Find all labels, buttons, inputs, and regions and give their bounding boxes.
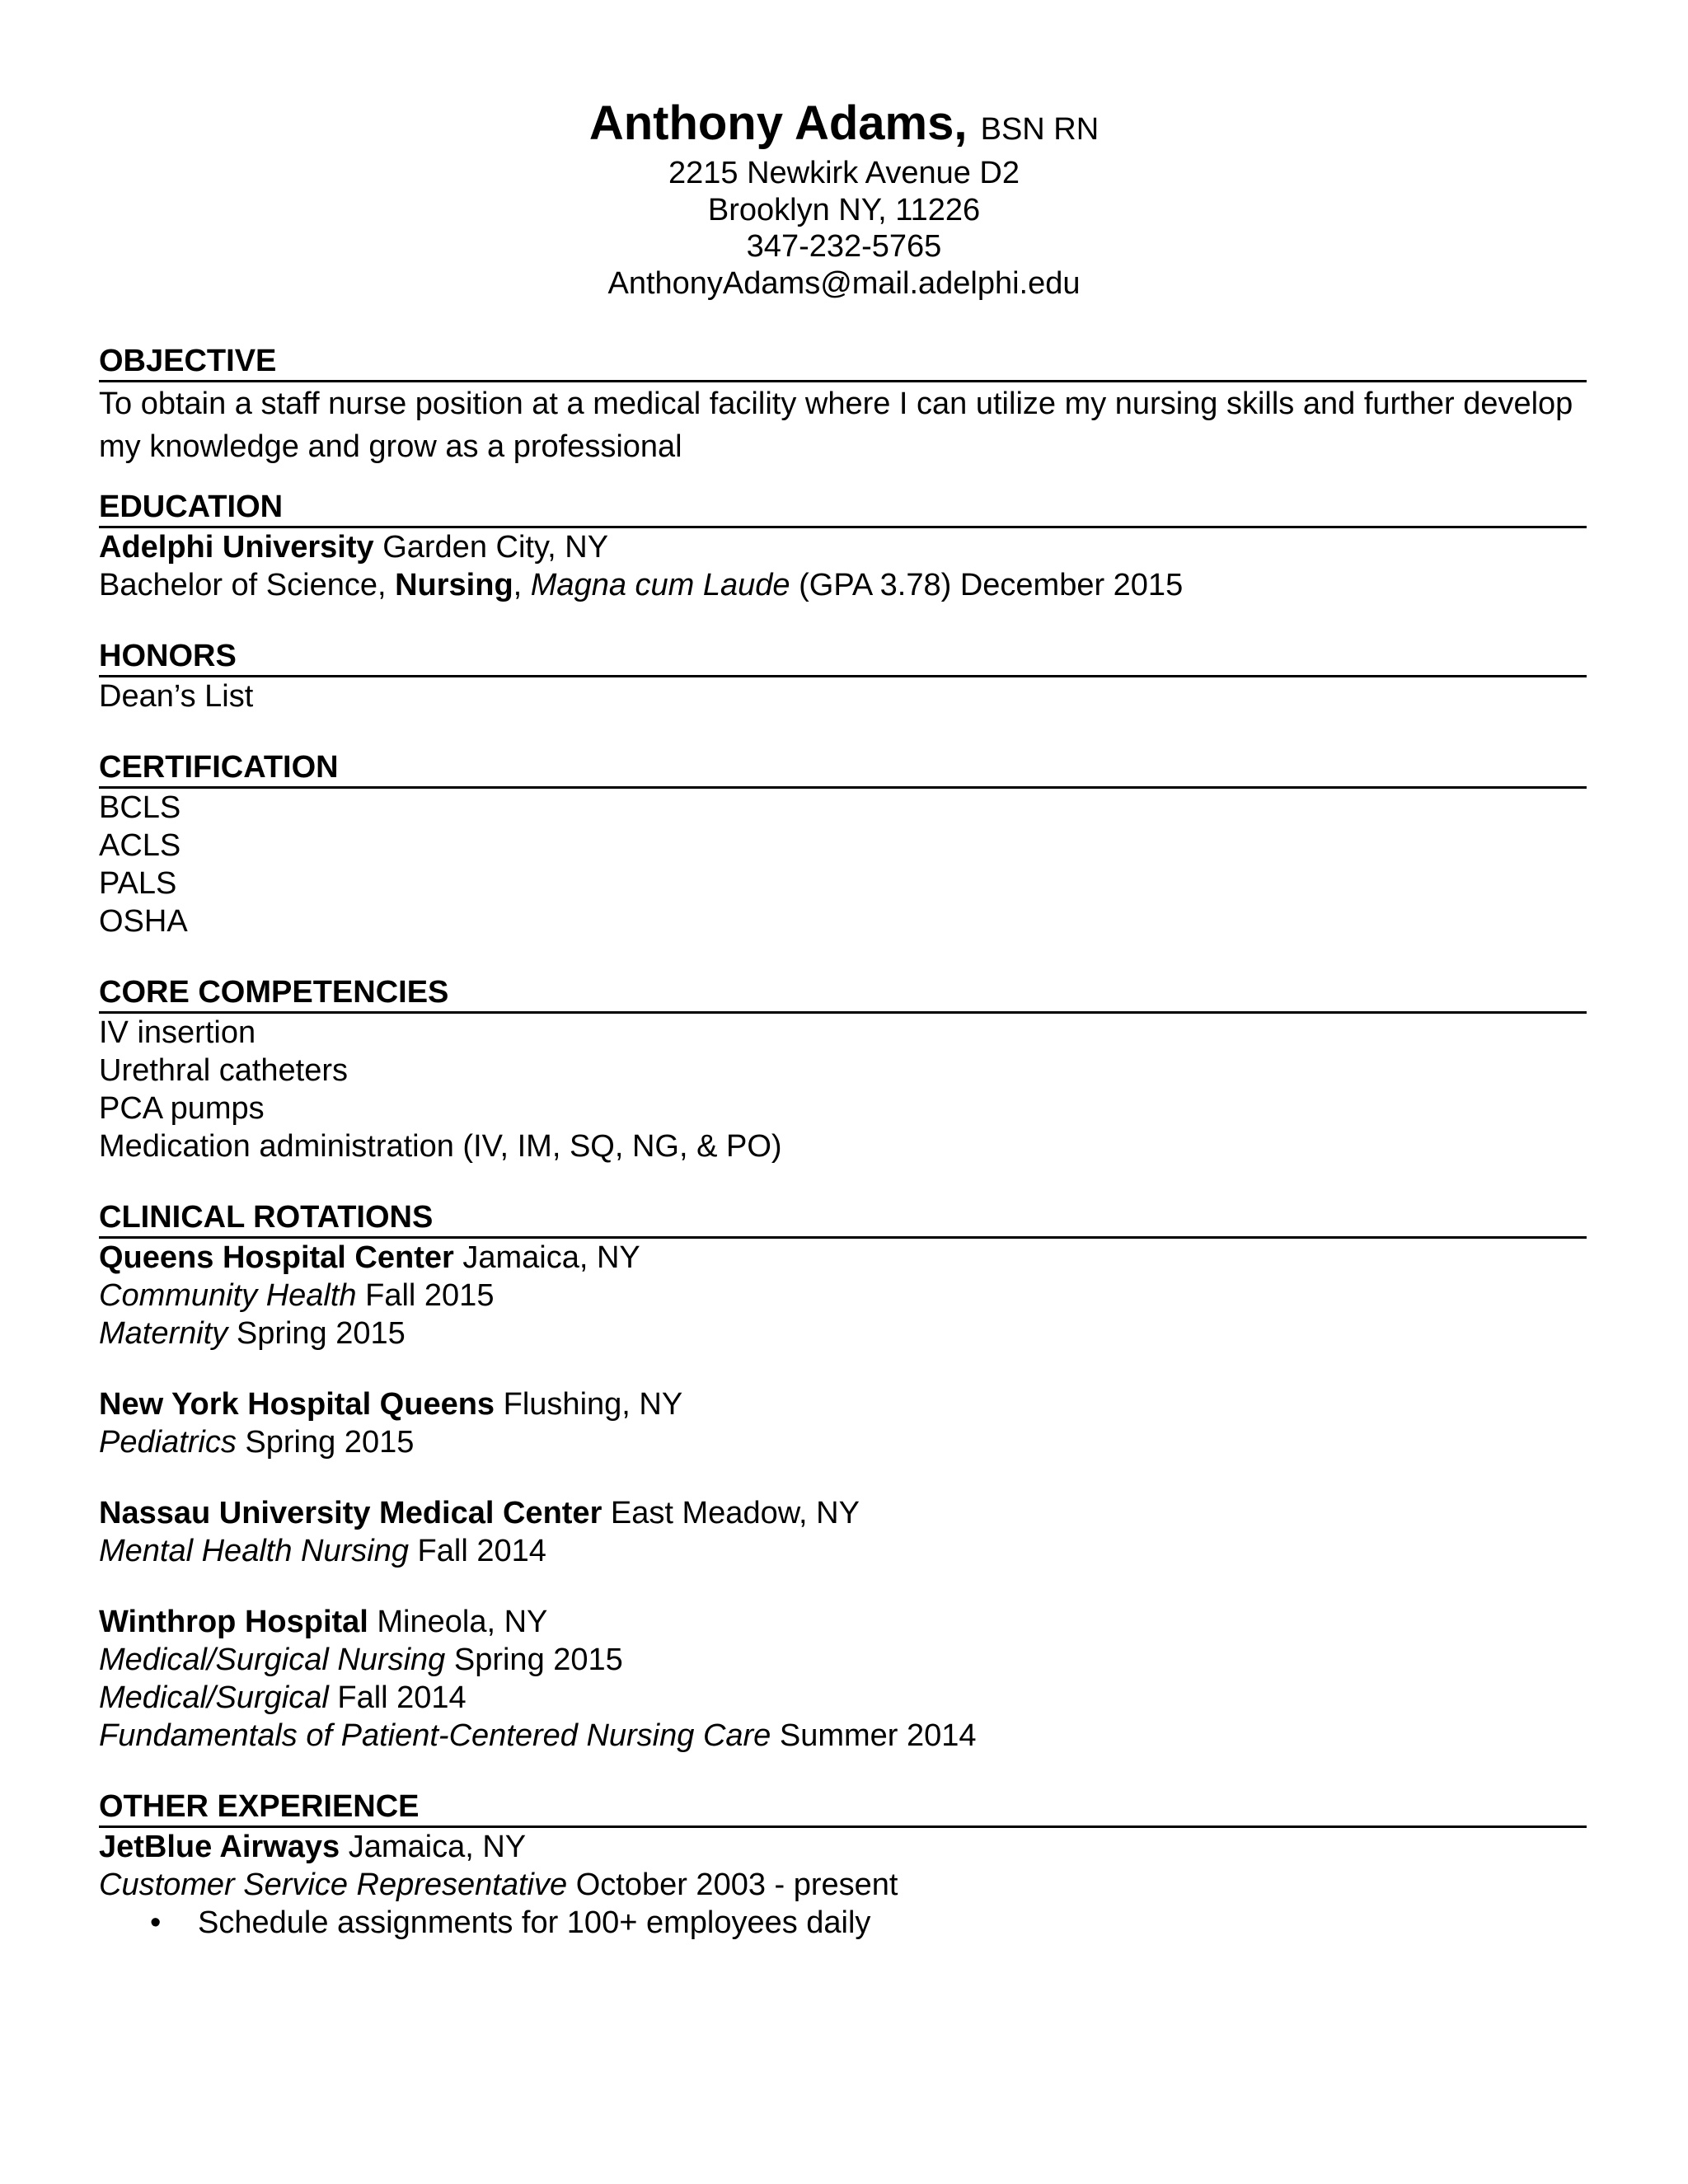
address-line-2: Brooklyn NY, 11226 <box>707 192 981 227</box>
rotation-line <box>99 1277 1587 1315</box>
site-name: Nassau University Medical Center <box>99 1496 603 1530</box>
degree-details: (GPA 3.78) December 2015 <box>799 568 1184 602</box>
rotation-term: Spring 2015 <box>236 1316 406 1351</box>
rotation-term: Fall 2014 <box>417 1534 546 1568</box>
clinical-site <box>99 1385 1587 1461</box>
candidate-credentials: BSN RN <box>980 112 1100 147</box>
section-heading: CLINICAL ROTATIONS <box>99 1198 1587 1239</box>
list-item <box>99 1904 1587 1942</box>
site-location: Flushing, NY <box>503 1387 683 1422</box>
resume-header <box>0 92 1688 302</box>
job-line <box>99 1866 1587 1904</box>
rotation-line <box>99 1679 1587 1717</box>
rotation-area: Medical/Surgical <box>99 1680 329 1715</box>
job-dates: October 2003 - present <box>575 1868 898 1902</box>
section-heading: OTHER EXPERIENCE <box>99 1788 1587 1828</box>
list-item: Dean’s List <box>99 679 254 714</box>
rotation-area: Mental Health Nursing <box>99 1534 409 1568</box>
list-item: OSHA <box>99 904 188 939</box>
rotation-area: Community Health <box>99 1278 357 1313</box>
rotation-line <box>99 1641 1587 1679</box>
degree-line <box>99 566 1587 604</box>
site-location: Jamaica, NY <box>462 1240 640 1275</box>
school-line <box>99 528 1587 566</box>
section-heading: CERTIFICATION <box>99 748 1587 789</box>
rotation-line <box>99 1423 1587 1461</box>
employer-line <box>99 1828 1587 1866</box>
clinical-section <box>99 1198 1587 1755</box>
rotation-line <box>99 1532 1587 1570</box>
list-item: Urethral catheters <box>99 1053 349 1088</box>
site-line <box>99 1494 1587 1532</box>
section-heading: EDUCATION <box>99 488 1587 528</box>
bullet-icon: • <box>150 1905 162 1940</box>
list-item: Medication administration (IV, IM, SQ, NG, & PO) <box>99 1129 782 1164</box>
list-item: BCLS <box>99 790 181 825</box>
objective-text: To obtain a staff nurse position at a medical facility where I can utilize my nursing skills and further develop my knowledge and grow as a professional <box>99 387 1573 464</box>
phone-number: 347-232-5765 <box>746 229 942 265</box>
name-line <box>0 92 1688 155</box>
rotation-area: Pediatrics <box>99 1425 237 1460</box>
rotation-term: Fall 2014 <box>337 1680 467 1715</box>
rotation-term: Summer 2014 <box>779 1718 977 1753</box>
degree-major: Nursing <box>395 568 513 602</box>
rotation-line <box>99 1315 1587 1352</box>
experience-section <box>99 1788 1587 1942</box>
rotation-term: Spring 2015 <box>453 1643 623 1677</box>
school-name: Adelphi University <box>99 530 374 565</box>
degree-honor: Magna cum Laude <box>530 568 790 602</box>
rotation-area: Medical/Surgical Nursing <box>99 1643 446 1677</box>
list-item: ACLS <box>99 828 181 863</box>
site-location: East Meadow, NY <box>610 1496 860 1530</box>
rotation-line <box>99 1717 1587 1755</box>
site-line <box>99 1239 1587 1277</box>
rotation-area: Fundamentals of Patient-Centered Nursing Care <box>99 1718 771 1753</box>
site-line <box>99 1385 1587 1423</box>
email-address: AnthonyAdams@mail.adelphi.edu <box>607 266 1081 302</box>
candidate-name: Anthony Adams, <box>588 96 968 150</box>
site-line <box>99 1603 1587 1641</box>
site-name: Queens Hospital Center <box>99 1240 454 1275</box>
rotation-term: Spring 2015 <box>245 1425 415 1460</box>
section-heading: OBJECTIVE <box>99 342 1587 382</box>
education-section <box>99 488 1587 604</box>
job-title: Customer Service Representative <box>99 1868 568 1902</box>
clinical-site <box>99 1239 1587 1352</box>
section-heading: CORE COMPETENCIES <box>99 973 1587 1014</box>
employer-location: Jamaica, NY <box>348 1830 527 1864</box>
list-item: PCA pumps <box>99 1091 265 1126</box>
list-item: PALS <box>99 866 177 901</box>
degree-prefix: Bachelor of Science, <box>99 568 387 602</box>
bullet-text: Schedule assignments for 100+ employees daily <box>198 1905 871 1940</box>
objective-section <box>99 342 1587 468</box>
site-location: Mineola, NY <box>377 1605 548 1639</box>
section-heading: HONORS <box>99 637 1587 677</box>
honors-section <box>99 637 1587 715</box>
competencies-section <box>99 973 1587 1165</box>
resume-body <box>99 342 1587 1942</box>
clinical-site <box>99 1494 1587 1570</box>
site-name: Winthrop Hospital <box>99 1605 368 1639</box>
list-item: IV insertion <box>99 1015 256 1050</box>
clinical-site <box>99 1603 1587 1755</box>
certification-section <box>99 748 1587 940</box>
rotation-area: Maternity <box>99 1316 228 1351</box>
address-line-1: 2215 Newkirk Avenue D2 <box>668 156 1020 190</box>
site-name: New York Hospital Queens <box>99 1387 495 1422</box>
rotation-term: Fall 2015 <box>365 1278 495 1313</box>
school-location: Garden City, NY <box>382 530 609 565</box>
degree-comma: , <box>513 568 523 602</box>
employer-name: JetBlue Airways <box>99 1830 340 1864</box>
